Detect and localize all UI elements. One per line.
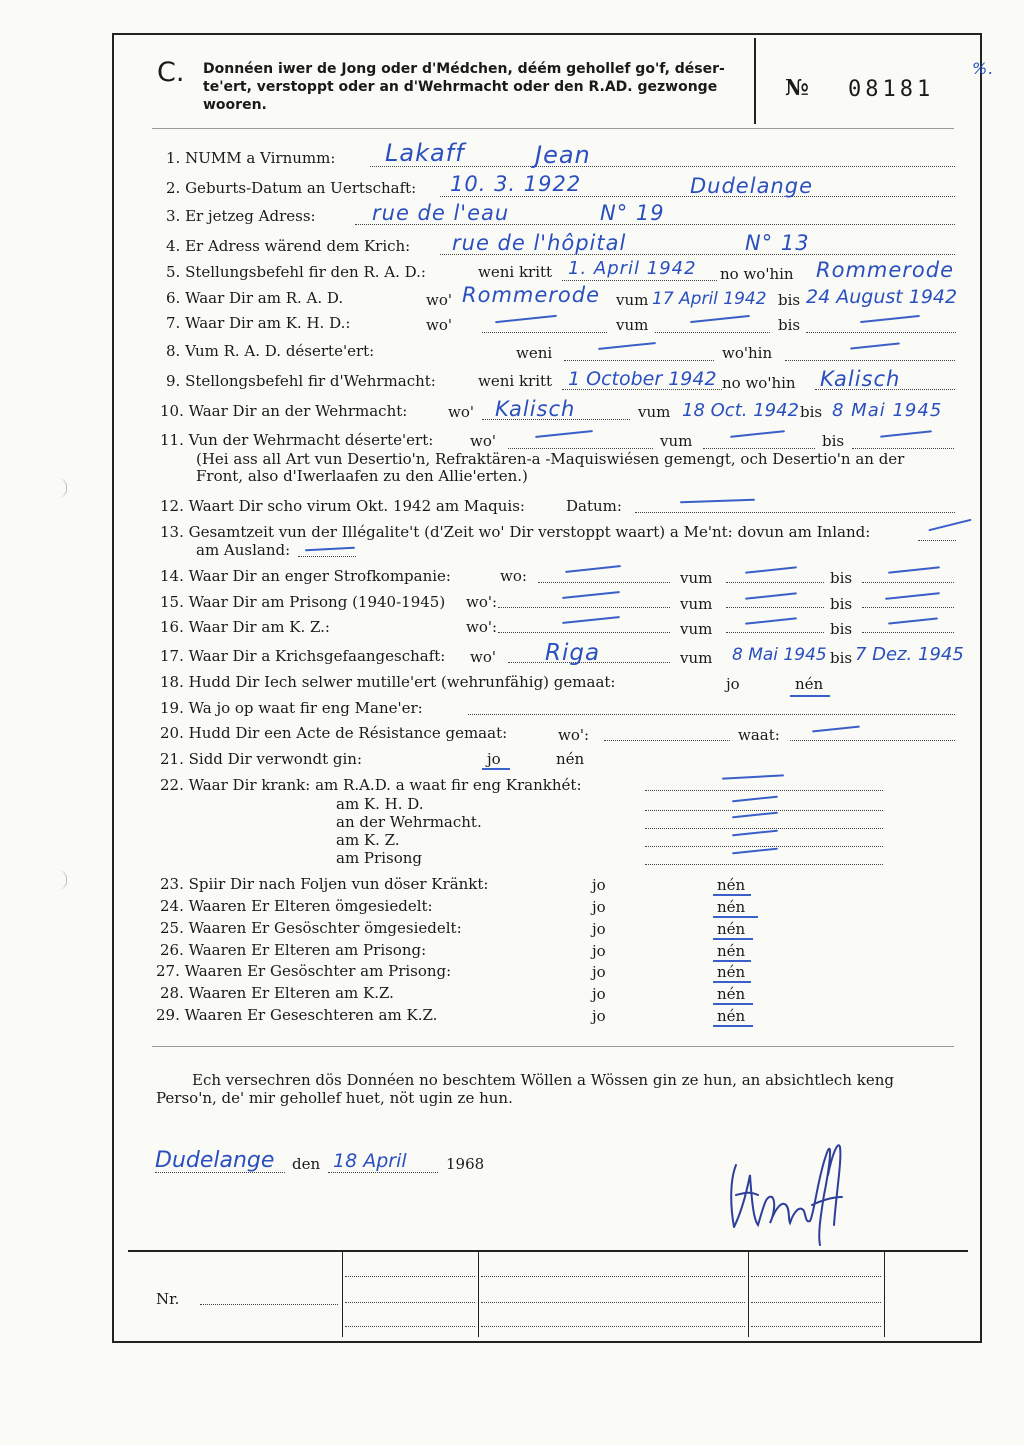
row-14-wo: wo:: [500, 567, 527, 585]
row-2-place: Dudelange: [690, 174, 813, 198]
row-2-date: 10. 3. 1922: [450, 172, 582, 196]
row-26-nen: nén: [717, 942, 746, 960]
signature-place: Dudelange: [155, 1148, 275, 1173]
row-15-vum-line: [726, 607, 824, 608]
row-17-from: 8 Mai 1945: [732, 645, 827, 665]
row-18-jo: jo: [726, 675, 740, 693]
row-22-line-2: [645, 810, 883, 811]
row-26-nen-mark: [713, 960, 751, 962]
row-15-label: 15. Waar Dir am Prisong (1940-1945): [160, 593, 446, 611]
row-16-label: 16. Waar Dir am K. Z.:: [160, 618, 330, 636]
row-24-label: 24. Waaren Er Elteren ömgesiedelt:: [160, 897, 433, 915]
row-11-wo-line: [508, 448, 653, 449]
section-letter: C.: [157, 57, 185, 88]
row-10-place: Kalisch: [495, 397, 576, 421]
row-9-weni: weni kritt: [478, 372, 553, 390]
footer-dots-a3: [345, 1326, 475, 1327]
row-15-vum: vum: [680, 595, 713, 613]
row-8-wohin: wo'hin: [722, 344, 773, 362]
row-17-label: 17. Waar Dir a Krichsgefaangeschaft:: [160, 647, 446, 665]
punch-hole-bottom: [58, 870, 67, 890]
row-21-nen: nén: [556, 750, 585, 768]
row-6-wo: wo': [426, 291, 452, 309]
row-22-line-5: [645, 864, 883, 865]
footer-col-4: [884, 1252, 885, 1337]
row-1-firstname: Jean: [535, 141, 591, 169]
row-23-jo: jo: [592, 876, 606, 894]
row-16-vum: vum: [680, 620, 713, 638]
row-22-khd: am K. H. D.: [336, 795, 424, 813]
footer-dots-b2: [481, 1302, 745, 1303]
row-14-bis: bis: [830, 569, 853, 587]
row-25-nen: nén: [717, 920, 746, 938]
row-7-label: 7. Waar Dir am K. H. D.:: [166, 314, 351, 332]
row-7-wo-line: [482, 332, 607, 333]
row-24-nen: nén: [717, 898, 746, 916]
row-7-vum-line: [655, 332, 770, 333]
row-25-nen-mark: [713, 938, 753, 940]
row-12-label: 12. Waart Dir scho virum Okt. 1942 am Maquis:: [160, 497, 525, 515]
row-20-label: 20. Hudd Dir een Acte de Résistance gemaat:: [160, 724, 508, 742]
footer-col-3: [748, 1252, 749, 1337]
row-24-nen-mark: [713, 916, 758, 918]
row-11-wo: wo': [470, 432, 496, 450]
signature-den: den: [292, 1155, 321, 1173]
row-17-wo: wo': [470, 648, 496, 666]
row-6-place: Rommerode: [462, 283, 601, 307]
row-28-nen: nén: [717, 985, 746, 1003]
row-9-place: Kalisch: [820, 367, 901, 391]
row-14-vum-line: [726, 582, 824, 583]
row-7-bis: bis: [778, 316, 801, 334]
row-20-waat: waat:: [738, 726, 780, 744]
row-14-bis-line: [862, 582, 954, 583]
row-7-vum: vum: [616, 316, 649, 334]
row-1-label: 1. NUMM a Virnumm:: [166, 149, 336, 167]
row-22-kz: am K. Z.: [336, 831, 400, 849]
row-6-to: 24 August 1942: [806, 286, 958, 308]
row-11-vum: vum: [660, 432, 693, 450]
footer-rule: [128, 1250, 968, 1252]
row-4-label: 4. Er Adress wärend dem Krich:: [166, 237, 411, 255]
row-11-vum-line: [703, 448, 815, 449]
row-17-vum: vum: [680, 649, 713, 667]
declaration-rule: [152, 1046, 954, 1047]
row-8-wohin-line: [785, 360, 955, 361]
row-26-jo: jo: [592, 942, 606, 960]
row-16-wo: wo':: [466, 618, 498, 636]
handwritten-signature: [720, 1135, 860, 1250]
row-28-jo: jo: [592, 985, 606, 1003]
row-16-bis: bis: [830, 620, 853, 638]
header-title-line1: Donnéen iwer de Jong oder d'Médchen, déém gehollef go'f, déser-: [203, 61, 725, 77]
row-3-label: 3. Er jetzeg Adress:: [166, 207, 316, 225]
row-8-weni-line: [564, 360, 714, 361]
row-5-date: 1. April 1942: [568, 258, 697, 279]
row-22-label: 22. Waar Dir krank: am R.A.D. a waat fir eng Krankhét:: [160, 776, 582, 794]
row-8-weni: weni: [516, 344, 553, 362]
row-1-surname: Lakaff: [385, 139, 465, 167]
row-18-nen: nén: [795, 675, 824, 693]
footer-nr-label: Nr.: [156, 1290, 180, 1308]
footer-dots-c1: [751, 1276, 881, 1277]
row-27-nen-mark: [713, 981, 751, 983]
row-6-vum: vum: [616, 291, 649, 309]
row-24-jo: jo: [592, 898, 606, 916]
row-9-date: 1 October 1942: [568, 368, 717, 390]
row-21-jo: jo: [487, 750, 501, 768]
row-16-bis-line: [862, 632, 954, 633]
row-5-nowohin: no wo'hin: [720, 265, 794, 283]
row-27-nen: nén: [717, 963, 746, 981]
footer-dots-c3: [751, 1326, 881, 1327]
row-2-label: 2. Geburts-Datum an Uertschaft:: [166, 179, 417, 197]
footer-dots-a2: [345, 1302, 475, 1303]
row-14-label: 14. Waar Dir an enger Strofkompanie:: [160, 567, 451, 585]
row-17-place: Riga: [545, 640, 601, 666]
footer-col-1: [342, 1252, 343, 1337]
row-11-note-line2: Front, also d'Iwerlaafen zu den Allie'erten.): [196, 467, 528, 485]
row-17-to: 7 Dez. 1945: [855, 644, 964, 665]
row-14-vum: vum: [680, 569, 713, 587]
row-21-label: 21. Sidd Dir verwondt gin:: [160, 750, 362, 768]
row-20-wo-line: [604, 740, 730, 741]
row-22-line-1: [645, 790, 883, 791]
row-29-nen-mark: [713, 1025, 753, 1027]
row-6-label: 6. Waar Dir am R. A. D.: [166, 289, 344, 307]
signature-place-line: [155, 1172, 285, 1173]
row-11-label: 11. Vun der Wehrmacht déserte'ert:: [160, 431, 434, 449]
footer-nr-line: [200, 1304, 338, 1305]
row-17-bis: bis: [830, 649, 853, 667]
row-22-prisong: am Prisong: [336, 849, 422, 867]
row-5-label: 5. Stellungsbefehl fir den R. A. D.:: [166, 263, 426, 281]
row-23-nen: nén: [717, 876, 746, 894]
row-3-street: rue de l'eau: [372, 201, 510, 225]
row-6-bis: bis: [778, 291, 801, 309]
row-29-label: 29. Waaren Er Geseschteren am K.Z.: [156, 1006, 438, 1024]
row-29-nen: nén: [717, 1007, 746, 1025]
row-10-vum: vum: [638, 403, 671, 421]
row-10-bis: bis: [800, 403, 823, 421]
footer-col-2: [478, 1252, 479, 1337]
row-20-waat-line: [790, 740, 955, 741]
row-5-date-line: [562, 280, 717, 281]
row-27-label: 27. Waaren Er Gesöschter am Prisong:: [156, 962, 452, 980]
row-7-wo: wo': [426, 316, 452, 334]
row-12-line: [635, 512, 955, 513]
row-29-jo: jo: [592, 1007, 606, 1025]
row-7-bis-line: [806, 332, 956, 333]
footer-dots-b3: [481, 1326, 745, 1327]
signature-date: 18 April: [333, 1150, 407, 1172]
row-8-label: 8. Vum R. A. D. déserte'ert:: [166, 342, 375, 360]
row-15-bis: bis: [830, 595, 853, 613]
row-18-label: 18. Hudd Dir Iech selwer mutille'ert (wehrunfähig) gemaat:: [160, 673, 616, 691]
row-28-nen-mark: [713, 1003, 753, 1005]
number-label: №: [785, 75, 809, 101]
row-26-label: 26. Waaren Er Elteren am Prisong:: [160, 941, 427, 959]
row-21-jo-mark: [482, 768, 510, 770]
row-5-place: Rommerode: [816, 258, 955, 282]
signature-year: 1968: [446, 1155, 485, 1173]
row-22-line-3: [645, 828, 883, 829]
corner-mark: %.: [972, 59, 995, 78]
row-11-bis: bis: [822, 432, 845, 450]
row-10-label: 10. Waar Dir an der Wehrmacht:: [160, 402, 408, 420]
row-13-ausland-line: [298, 556, 356, 557]
row-20-wo: wo':: [558, 726, 590, 744]
row-13-label: 13. Gesamtzeit vun der Illégalite't (d'Zeit wo' Dir verstoppt waart) a Me'nt: dovun am Inland:: [160, 523, 871, 541]
row-5-weni: weni kritt: [478, 263, 553, 281]
row-12-datum: Datum:: [566, 497, 622, 515]
signature-date-line: [328, 1172, 438, 1173]
row-27-jo: jo: [592, 963, 606, 981]
row-10-from: 18 Oct. 1942: [682, 400, 799, 421]
row-10-wo: wo': [448, 403, 474, 421]
declaration-line1: Ech versechren dös Donnéen no beschtem Wöllen a Wössen gin ze hun, an absichtlech keng: [192, 1071, 894, 1089]
footer-dots-c2: [751, 1302, 881, 1303]
row-14-wo-line: [538, 582, 670, 583]
header-title-line3: wooren.: [203, 97, 267, 113]
row-10-to: 8 Mai 1945: [832, 400, 943, 421]
row-15-wo: wo':: [466, 593, 498, 611]
row-23-nen-mark: [713, 894, 751, 896]
header-title-line2: te'ert, verstoppt oder an d'Wehrmacht oder den R.AD. gezwonge: [203, 79, 718, 95]
row-15-bis-line: [862, 607, 954, 608]
header-divider: [754, 38, 756, 124]
row-25-label: 25. Waaren Er Gesöschter ömgesiedelt:: [160, 919, 462, 937]
row-9-label: 9. Stellongsbefehl fir d'Wehrmacht:: [166, 372, 436, 390]
declaration-line2: Perso'n, de' mir gehollef huet, nöt ugin ze hun.: [156, 1089, 513, 1107]
row-22-wehrmacht: an der Wehrmacht.: [336, 813, 482, 831]
row-3-number: N° 19: [600, 201, 665, 225]
row-6-from: 17 April 1942: [652, 289, 767, 309]
row-18-nen-mark: [790, 695, 830, 697]
row-23-label: 23. Spiir Dir nach Foljen vun döser Kränkt:: [160, 875, 489, 893]
row-4-number: N° 13: [745, 231, 810, 255]
punch-hole-top: [58, 478, 67, 498]
row-28-label: 28. Waaren Er Elteren am K.Z.: [160, 984, 394, 1002]
row-25-jo: jo: [592, 920, 606, 938]
footer-dots-a1: [345, 1276, 475, 1277]
row-16-wo-line: [498, 632, 670, 633]
row-16-vum-line: [726, 632, 824, 633]
row-11-bis-line: [852, 448, 954, 449]
row-11-note-line1: (Hei ass all Art vun Desertio'n, Refraktären-a -Maquiswiésen gemengt, och Desertio'n an der: [196, 450, 905, 468]
row-15-wo-line: [498, 607, 670, 608]
row-22-line-4: [645, 846, 883, 847]
row-13-ausland: am Ausland:: [196, 541, 291, 559]
header-rule: [152, 128, 954, 129]
row-9-nowohin: no wo'hin: [722, 374, 796, 392]
footer-dots-b1: [481, 1276, 745, 1277]
row-19-label: 19. Wa jo op waat fir eng Mane'er:: [160, 699, 423, 717]
row-4-street: rue de l'hôpital: [452, 231, 627, 255]
form-number: 08181: [848, 77, 935, 102]
row-13-inland-line: [918, 540, 956, 541]
row-19-line: [468, 714, 955, 715]
